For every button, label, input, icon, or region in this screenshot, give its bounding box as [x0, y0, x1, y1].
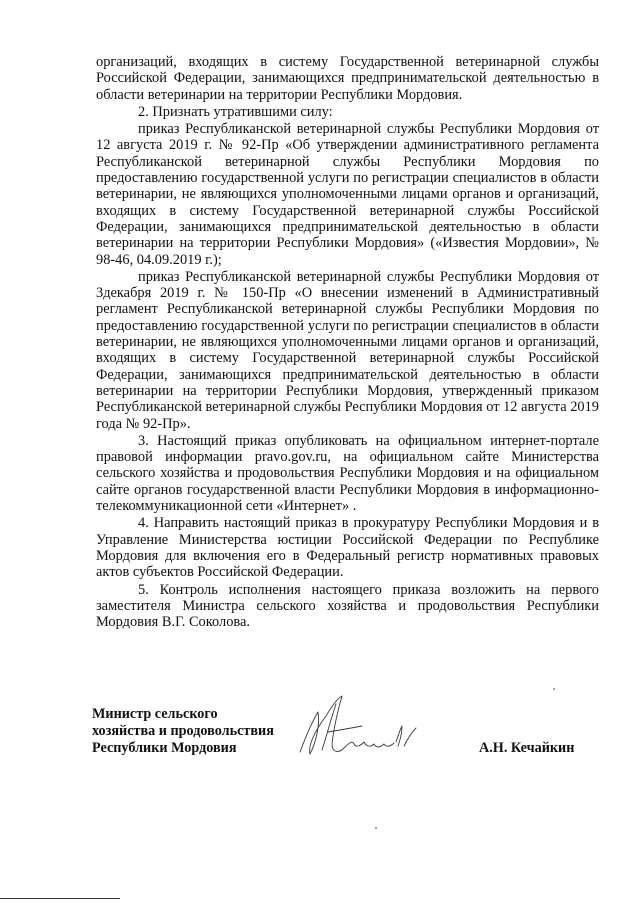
signatory-title-line: Республики Мордовия [92, 740, 237, 757]
document-body [96, 54, 599, 630]
signatory-title-line: хозяйства и продовольствия [92, 723, 274, 740]
paragraph-item-5: 5. Контроль исполнения настоящего приказа возложить на первого заместителя Министра сельского хозяйства и продовольствия Республики Мордовия В.Г. Соколова. [96, 581, 599, 631]
page-edge-line [0, 898, 120, 899]
signer-name: А.Н. Кечайкин [479, 740, 575, 756]
scan-speck [553, 688, 555, 690]
signatory-title [92, 706, 312, 758]
paragraph-item-2: 2. Признать утратившими силу: [138, 103, 333, 120]
scan-speck [375, 827, 377, 829]
signatory-title-line: Министр сельского [92, 706, 218, 722]
paragraph-repealed-order-2: приказ Республиканской ветеринарной службы Республики Мордовия от 3декабря 2019 г. № 150-Пр «О внесении изменений в Административный регламент Республиканской ветеринарной службы Республики Мордовия по предоставлению государственной услуги по регистрации специалистов в области ветеринарии, не являющихся уполномоченными лицами органов и организаций, входящих в систему Государственной ветеринарной службы Российской Федерации, занимающихся предпринимательской деятельностью в области ветеринарии на территории Республики Мордовия, утвержденный приказом Республиканской ветеринарной службы Республики Мордовия от 12 августа 2019 года № 92-Пр». [96, 268, 600, 432]
paragraph-item-4: 4. Направить настоящий приказ в прокуратуру Республики Мордовия и в Управление Министерства юстиции Российской Федерации по Республике Мордовия для включения его в Федеральный регистр нормативных правовых актов субъектов Российской Федерации. [96, 515, 599, 581]
paragraph-repealed-order-1: приказ Республиканской ветеринарной службы Республики Мордовия от 12 августа 2019 г. № 92-Пр «Об утверждении административного регламента Республиканской ветеринарной службы Республики Мордовия по предоставлению государственной услуги по регистрации специалистов в области ветеринарии, не являющихся уполномоченными лицами органов и организаций, входящих в систему Государственной ветеринарной службы Российской Федерации, занимающихся предпринимательской деятельностью в области ветеринарии на территории Республики Мордовия» («Известия Мордовии», № 98-46, 04.09.2019 г.); [96, 121, 599, 268]
handwritten-signature-icon [292, 692, 420, 762]
paragraph-item-3: 3. Настоящий приказ опубликовать на официальном интернет-портале правовой информации pravo.gov.ru, на официальном сайте Министерства сельского хозяйства и продовольствия Республики Мордовия и на официальном сайте органов государственной власти Республики Мордовия в информационно-телекоммуникационной сети «Интернет» . [96, 432, 599, 515]
paragraph-continuation: организаций, входящих в систему Государственной ветеринарной службы Российской Федерации, занимающихся предпринимательской деятельностью в области ветеринарии на территории Республики Мордовия. [96, 54, 599, 103]
